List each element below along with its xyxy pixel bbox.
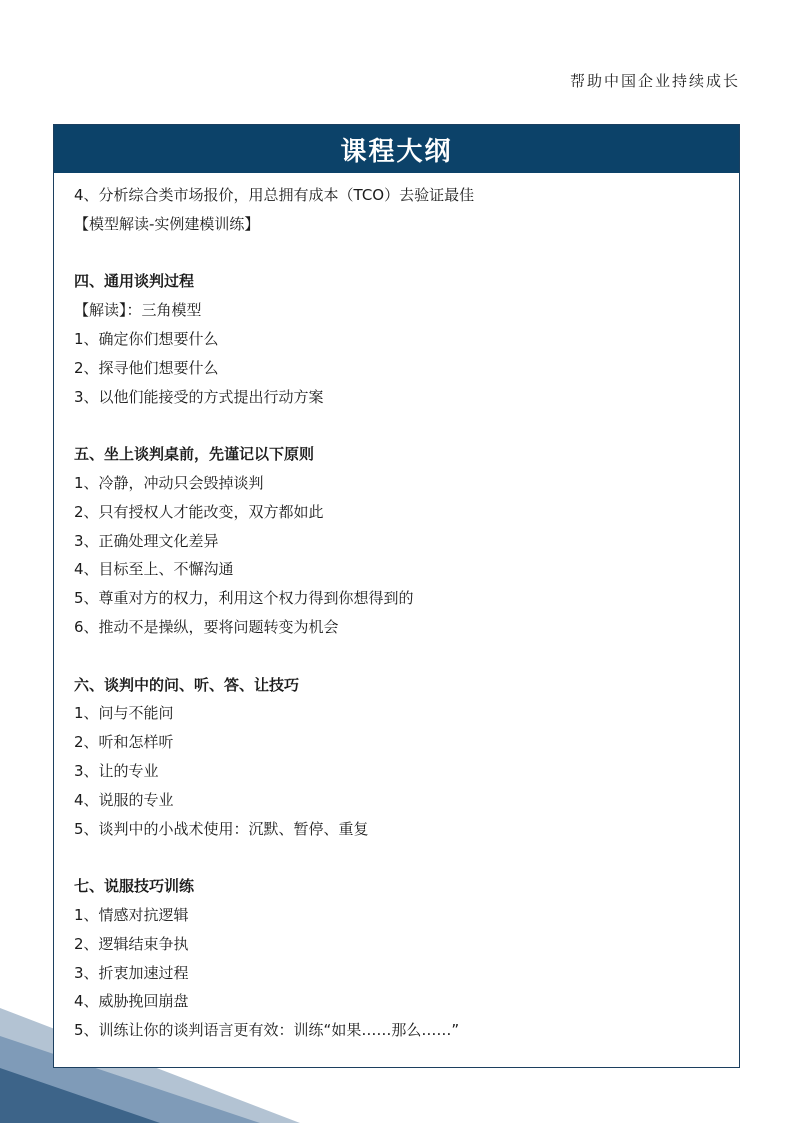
section-spacer [74, 642, 739, 671]
outline-item: 4、说服的专业 [74, 790, 174, 809]
outline-item: 2、只有授权人才能改变，双方都如此 [74, 502, 324, 521]
outline-item: 3、正确处理文化差异 [74, 531, 219, 550]
section-heading: 四、通用谈判过程 [74, 272, 195, 291]
outline-item: 6、推动不是操纵，要将问题转变为机会 [74, 617, 339, 636]
outline-item: 5、尊重对方的权力，利用这个权力得到你想得到的 [74, 589, 414, 608]
company-tagline: 帮助中国企业持续成长 [569, 72, 740, 90]
section-spacer [74, 411, 739, 440]
outline-item: 5、谈判中的小战术使用：沉默、暂停、重复 [74, 819, 369, 838]
section-heading: 五、坐上谈判桌前，先谨记以下原则 [74, 445, 315, 464]
outline-item: 2、逻辑结束争执 [74, 934, 189, 953]
outline-content [54, 173, 739, 1045]
outline-item: 5、训练让你的谈判语言更有效：训练“如果……那么……” [74, 1021, 460, 1040]
outline-item: 2、听和怎样听 [74, 733, 174, 752]
outline-item: 4、威胁挽回崩盘 [74, 992, 189, 1011]
outline-item: 3、让的专业 [74, 761, 159, 780]
section-spacer [74, 239, 739, 268]
course-outline-panel [53, 124, 740, 1068]
section-spacer [74, 843, 739, 872]
outline-item: 4、目标至上、不懈沟通 [74, 560, 234, 579]
outline-title: 课程大纲 [340, 136, 453, 167]
outline-item: 2、探寻他们想要什么 [74, 358, 219, 377]
section-heading: 六、谈判中的问、听、答、让技巧 [74, 675, 300, 694]
section-heading: 七、说服技巧训练 [74, 877, 195, 896]
outline-item: 3、折衷加速过程 [74, 963, 189, 982]
outline-title-bar [54, 125, 739, 173]
outline-item: 1、情感对抗逻辑 [74, 905, 189, 924]
outline-item: 1、确定你们想要什么 [74, 329, 219, 348]
outline-item: 1、冷静，冲动只会毁掉谈判 [74, 473, 264, 492]
outline-item: 【解读】：三角模型 [74, 301, 202, 320]
outline-item: 1、问与不能问 [74, 704, 174, 723]
outline-item: 【模型解读-实例建模训练】 [74, 214, 260, 233]
outline-item: 4、分析综合类市场报价，用总拥有成本（TCO）去验证最佳 [74, 186, 475, 204]
outline-item: 3、以他们能接受的方式提出行动方案 [74, 387, 324, 406]
